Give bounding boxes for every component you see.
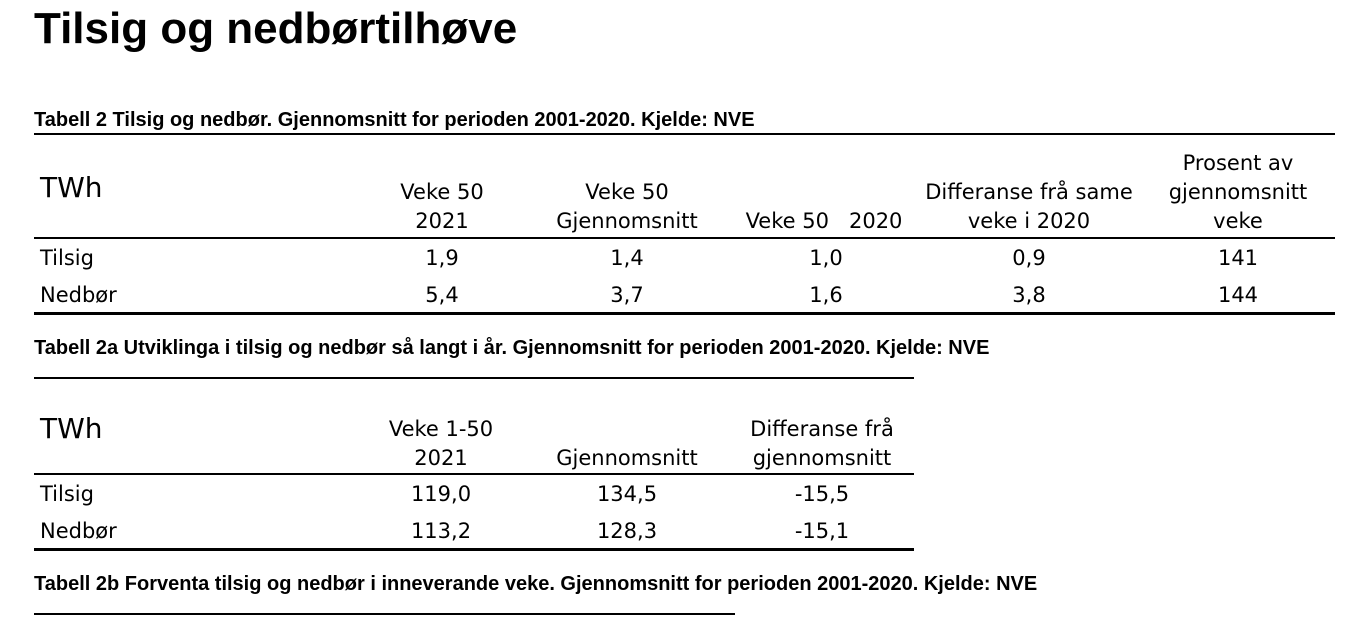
- table-cell: 5,4: [425, 283, 459, 307]
- row-label: Tilsig: [40, 482, 94, 506]
- table2b-top-rule: [34, 613, 735, 615]
- row-label: Nedbør: [40, 519, 117, 543]
- table2a-caption: Tabell 2a Utviklinga i tilsig og nedbør så langt i år. Gjennomsnitt for perioden 2001-2020. Kjelde: NVE: [34, 337, 990, 359]
- table2-caption: Tabell 2 Tilsig og nedbør. Gjennomsnitt for perioden 2001-2020. Kjelde: NVE: [34, 109, 755, 131]
- row-label: Tilsig: [40, 246, 94, 270]
- table-cell: -15,1: [794, 519, 850, 543]
- table2-header-col5: Prosent av gjennomsnitt veke: [1168, 151, 1308, 233]
- table2a-header-col1: Veke 1-50 2021: [388, 417, 494, 470]
- table2-top-rule: [34, 133, 1335, 135]
- table2b-caption: Tabell 2b Forventa tilsig og nedbør i inneverande veke. Gjennomsnitt for perioden 2001-2020. Kjelde: NVE: [34, 573, 1038, 595]
- table-cell: 1,0: [809, 246, 843, 270]
- table2-header-col4: Differanse frå same veke i 2020: [925, 180, 1133, 233]
- table2-header-rule: [34, 237, 1335, 239]
- table2-header-col3: Veke 50 2020: [745, 209, 903, 233]
- table-cell: 113,2: [410, 519, 472, 543]
- table2a-header-col3: Differanse frå gjennomsnitt: [750, 417, 894, 470]
- table-row: [0, 480, 920, 508]
- table-cell: -15,5: [794, 482, 850, 506]
- table-cell: 144: [1217, 283, 1259, 307]
- table-row: [0, 244, 1365, 272]
- table2a-bottom-rule: [34, 548, 914, 551]
- table-cell: 119,0: [410, 482, 472, 506]
- table-cell: 141: [1217, 246, 1259, 270]
- table-cell: 3,7: [610, 283, 644, 307]
- table2a-unit-label: TWh: [40, 412, 103, 445]
- table-row: [0, 517, 920, 545]
- table-cell: 1,4: [610, 246, 644, 270]
- table2-bottom-rule: [34, 312, 1335, 315]
- table-cell: 134,5: [596, 482, 658, 506]
- table-cell: 128,3: [596, 519, 658, 543]
- table-row: [0, 281, 1365, 309]
- table-cell: 0,9: [1012, 246, 1046, 270]
- table2a-header-rule: [34, 473, 914, 475]
- table2-header-col2: Veke 50 Gjennomsnitt: [556, 180, 698, 233]
- table-cell: 3,8: [1012, 283, 1046, 307]
- table2a-header-col2: Gjennomsnitt: [556, 446, 698, 470]
- table-cell: 1,9: [425, 246, 459, 270]
- table2-header-col1: Veke 50 2021: [400, 180, 484, 233]
- row-label: Nedbør: [40, 283, 117, 307]
- table-cell: 1,6: [809, 283, 843, 307]
- table2a-top-rule: [34, 377, 914, 379]
- page-title: Tilsig og nedbørtilhøve: [34, 4, 518, 53]
- table2-unit-label: TWh: [40, 171, 103, 204]
